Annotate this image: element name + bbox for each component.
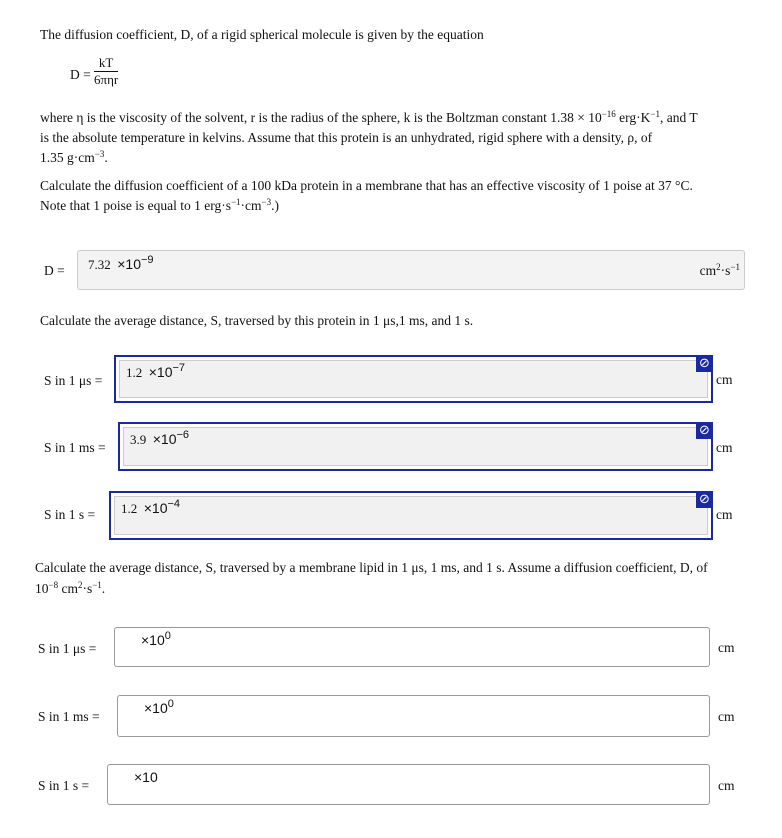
incorrect-icon: ⊘ [696, 491, 713, 508]
answer-field-1us[interactable] [114, 355, 713, 403]
question-2-prompt: Calculate the average distance, S, traversed by this protein in 1 μs,1 ms, and 1 s. [40, 313, 474, 328]
answer-value: $\times 10^0$ [144, 698, 174, 716]
where-line-1: where η is the viscosity of the solvent, r is the radius of the sphere, k is the Boltzman constant $1.38 \times 10^{-16}$ $erg\cdot K^{-1}$, and T [40, 109, 698, 125]
unit-label: cm [718, 778, 735, 793]
answer-value: ×10 [134, 769, 158, 785]
where-line-2: is the absolute temperature in kelvins. Assume that this protein is an unhydrated, rigid sphere with a density, ρ, of [40, 130, 653, 145]
incorrect-icon: ⊘ [696, 422, 713, 439]
answer-label: S in 1 ms = [38, 709, 100, 724]
answer-value: $3.9 \times 10^{-6}$ [130, 429, 190, 447]
answer-field-1s[interactable] [109, 491, 713, 540]
equation-denominator: 6πηr [94, 72, 119, 87]
answer-label: S in 1 μs = [38, 641, 97, 656]
lipid-answer-field-1s[interactable] [107, 764, 710, 805]
incorrect-icon: ⊘ [696, 355, 713, 372]
answer-value: $1.2 \times 10^{-4}$ [121, 498, 181, 516]
question-3-line-1: Calculate the average distance, S, traversed by a membrane lipid in 1 μs, 1 ms, and 1 s. Assume a diffusion coefficient, D, of [35, 560, 708, 575]
d-answer-field[interactable] [77, 250, 745, 290]
d-label: D = [44, 263, 65, 278]
question-1-line-1: Calculate the diffusion coefficient of a 100 kDa protein in a membrane that has an effective viscosity of 1 poise at 37 °C. [40, 178, 693, 193]
answer-label: S in 1 s = [44, 507, 96, 522]
lipid-answer-field-1us[interactable] [114, 627, 710, 667]
answer-field-1ms[interactable] [118, 422, 713, 471]
answer-label: S in 1 μs = [44, 373, 103, 388]
answer-label: S in 1 ms = [44, 440, 106, 455]
question-1-line-2: Note that 1 poise is equal to 1 $erg\cdot s^{-1}\cdot cm^{-3}$.) [40, 197, 279, 213]
equation-fraction [94, 55, 118, 88]
equation-lhs: D = [70, 67, 91, 82]
unit-label: cm [718, 709, 735, 724]
unit-label: cm [718, 640, 735, 655]
where-line-3: 1.35 $g\cdot cm^{-3}$. [40, 149, 108, 165]
d-answer-value: $7.32 \times 10^{-9}$ [88, 254, 154, 272]
equation-numerator: kT [94, 55, 118, 72]
unit-label: cm [716, 507, 733, 522]
lipid-answer-field-1ms[interactable] [117, 695, 710, 737]
answer-value: $1.2 \times 10^{-7}$ [126, 362, 186, 380]
unit-label: cm [716, 440, 733, 455]
unit-label: cm [716, 372, 733, 387]
question-3-line-2: $10^{-8}$ $cm^2\cdot s^{-1}$. [35, 580, 106, 596]
answer-label: S in 1 s = [38, 778, 90, 793]
intro-text: The diffusion coefficient, D, of a rigid spherical molecule is given by the equation [40, 27, 484, 42]
d-unit: $cm^2\cdot s^{-1}$ [699, 262, 740, 278]
answer-value: $\times 10^0$ [141, 630, 171, 648]
